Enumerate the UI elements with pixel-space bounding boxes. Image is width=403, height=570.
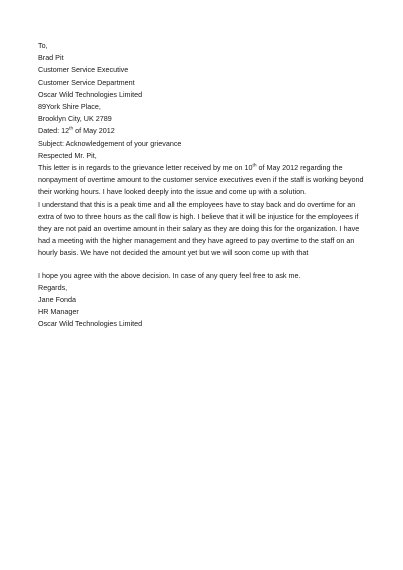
sender-company: Oscar Wild Technologies Limited [38, 319, 143, 329]
recipient-city: Brooklyn City, UK 2789 [38, 114, 112, 124]
paragraph-1 [38, 162, 368, 199]
paragraph-gap [38, 260, 368, 270]
recipient-company: Oscar Wild Technologies Limited [38, 89, 143, 99]
letter-closing: Regards, [38, 282, 68, 292]
paragraph-3: I hope you agree with the above decision. In case of any query feel free to ask me. [38, 270, 301, 280]
date-suffix: of May 2012 [73, 126, 115, 136]
paragraph-1-sup: th [252, 163, 257, 169]
paragraph-1-end: of May 2012 regarding the nonpayment of overtime amount to the customer service executives even if the staff is working beyond their working hours. I have looked deeply into the issue and come up with a solution. [38, 163, 364, 197]
letter-subject: Subject: Acknowledgement of your grievance [38, 138, 182, 148]
recipient-street: 89York Shire Place, [38, 102, 101, 112]
sender-name: Jane Fonda [38, 295, 76, 305]
date-prefix: Dated: 12 [38, 126, 70, 136]
date-suffix-sup: th [69, 127, 74, 133]
letter-body [38, 40, 368, 331]
recipient-name: Brad Pit [38, 53, 64, 63]
paragraph-2: I understand that this is a peak time and all the employees have to stay back and do overtime for an extra of two to three hours as the call flow is high. I believe that it will be injustice for the employees if they are not paid an overtime amount in their salary as they are doing this for the organization. I have had a meeting with the higher management and they have agreed to pay overtime to the staff on an hourly basis. We have not decided the amount yet but we will soon come up with that [38, 199, 360, 258]
letter-salutation: Respected Mr. Pit, [38, 150, 97, 160]
letter-date [38, 125, 368, 137]
to-label: To, [38, 41, 48, 50]
recipient-department: Customer Service Department [38, 77, 135, 87]
paragraph-1-start: This letter is in regards to the grievance letter received by me on 10 [38, 163, 253, 173]
sender-title: HR Manager [38, 307, 79, 317]
recipient-title: Customer Service Executive [38, 65, 129, 75]
